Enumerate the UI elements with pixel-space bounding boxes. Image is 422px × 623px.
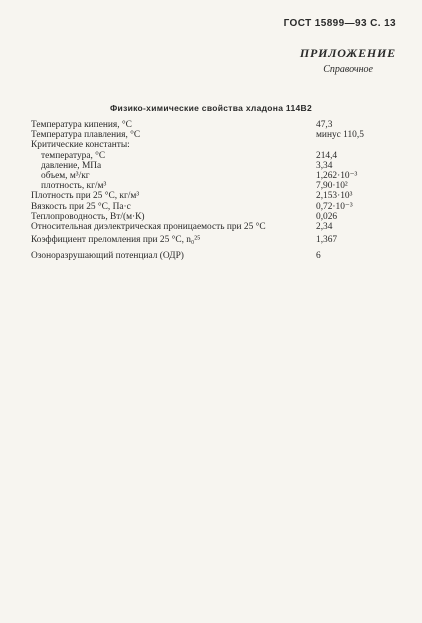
property-label: Температура кипения, °С <box>31 120 132 130</box>
table-row <box>31 191 391 201</box>
table-row <box>31 235 391 245</box>
property-value: 1,367 <box>316 235 338 246</box>
property-value: 47,3 <box>316 120 333 130</box>
property-value: 6 <box>316 251 321 262</box>
table-row <box>31 251 391 261</box>
property-value: 0,72·10⁻³ <box>316 201 353 212</box>
reference-label: Справочное <box>323 64 373 75</box>
property-label: Относительная диэлектрическая проницаемость при 25 °С <box>31 221 266 232</box>
property-label: температура, °С <box>41 150 106 161</box>
property-label: Критические константы: <box>31 140 130 151</box>
table-row <box>31 212 391 222</box>
table-row <box>31 222 391 232</box>
property-label: давление, МПа <box>41 160 102 171</box>
page-header: ГОСТ 15899—93 С. 13 <box>283 18 396 29</box>
property-value: 3,34 <box>316 160 333 171</box>
table-row <box>31 140 391 150</box>
property-value: 2,34 <box>316 221 333 232</box>
property-label: Плотность при 25 °С, кг/м³ <box>31 191 140 202</box>
property-label: Вязкость при 25 °С, Па·с <box>31 201 131 212</box>
property-value: 7,90·10² <box>316 181 348 192</box>
property-label: Коэффициент преломления при 25 °С, n₀²⁵ <box>31 235 201 246</box>
table-row <box>31 120 391 130</box>
table-row <box>31 171 391 181</box>
property-label: объем, м³/кг <box>41 170 90 181</box>
property-label: Температура плавления, °С <box>31 130 141 141</box>
property-label: Теплопроводность, Вт/(м·К) <box>31 211 145 222</box>
property-label: Озоноразрушающий потенциал (ОДР) <box>31 251 184 262</box>
table-row <box>31 130 391 140</box>
table-row <box>31 181 391 191</box>
property-value: 0,026 <box>316 211 338 222</box>
appendix-label: ПРИЛОЖЕНИЕ <box>299 46 396 60</box>
table-row <box>31 202 391 212</box>
table-row <box>31 151 391 161</box>
property-value: 1,262·10⁻³ <box>316 170 358 181</box>
properties-table <box>31 120 391 261</box>
property-value: минус 110,5 <box>316 130 364 141</box>
table-row <box>31 161 391 171</box>
section-title: Физико-химические свойства хладона 114В2 <box>109 103 312 113</box>
property-value: 2,153·10³ <box>316 191 353 202</box>
property-label: плотность, кг/м³ <box>41 181 107 192</box>
property-value: 214,4 <box>316 150 338 161</box>
